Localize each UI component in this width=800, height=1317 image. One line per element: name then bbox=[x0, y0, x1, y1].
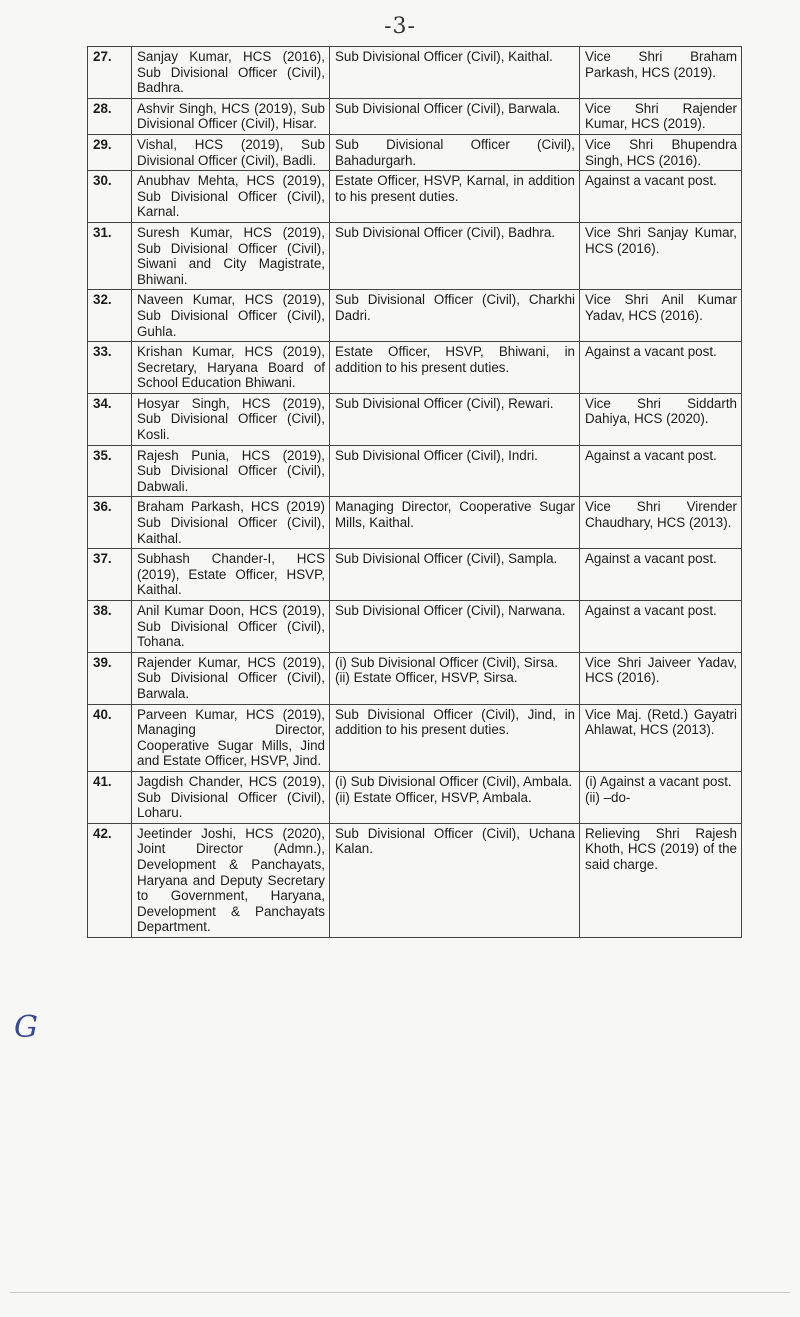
page-number: -3- bbox=[384, 14, 416, 39]
vice-line: Vice Shri Rajender Kumar, HCS (2019). bbox=[585, 100, 737, 132]
serial-number-cell: 40. bbox=[88, 704, 132, 771]
new-posting-cell bbox=[330, 445, 580, 497]
table-row bbox=[88, 47, 742, 99]
new-posting-cell bbox=[330, 704, 580, 771]
posting-line: Sub Divisional Officer (Civil), Badhra. bbox=[335, 224, 556, 240]
serial-number-cell: 28. bbox=[88, 98, 132, 134]
vice-line: Against a vacant post. bbox=[585, 173, 717, 189]
vice-remarks-cell bbox=[580, 445, 742, 497]
new-posting-cell bbox=[330, 497, 580, 549]
table-row bbox=[88, 393, 742, 445]
table-row bbox=[88, 290, 742, 342]
new-posting-cell bbox=[330, 171, 580, 223]
serial-number-cell: 42. bbox=[88, 823, 132, 937]
vice-remarks-cell bbox=[580, 823, 742, 937]
serial-number-cell: 37. bbox=[88, 549, 132, 601]
posting-line: Estate Officer, HSVP, Bhiwani, in addition to his present duties. bbox=[335, 344, 575, 375]
page-bottom-divider bbox=[10, 1292, 790, 1293]
officer-name-cell: Vishal, HCS (2019), Sub Divisional Officer (Civil), Badli. bbox=[132, 134, 330, 170]
vice-remarks-cell bbox=[580, 771, 742, 823]
new-posting-cell bbox=[330, 342, 580, 394]
posting-line: Sub Divisional Officer (Civil), Narwana. bbox=[335, 603, 566, 618]
officer-name-cell: Suresh Kumar, HCS (2019), Sub Divisional Officer (Civil), Siwani and City Magistrate, Bhiwani. bbox=[132, 222, 330, 289]
serial-number-cell: 38. bbox=[88, 601, 132, 653]
posting-line: Sub Divisional Officer (Civil), Bahadurgarh. bbox=[335, 136, 575, 168]
serial-number-cell: 33. bbox=[88, 342, 132, 394]
vice-remarks-cell bbox=[580, 47, 742, 99]
officer-name-cell: Naveen Kumar, HCS (2019), Sub Divisional Officer (Civil), Guhla. bbox=[132, 290, 330, 342]
vice-line: Against a vacant post. bbox=[585, 344, 717, 360]
serial-number-cell: 30. bbox=[88, 171, 132, 223]
vice-remarks-cell bbox=[580, 98, 742, 134]
serial-number-cell: 27. bbox=[88, 47, 132, 99]
vice-line: Vice Shri Bhupendra Singh, HCS (2016). bbox=[585, 136, 737, 168]
new-posting-cell bbox=[330, 601, 580, 653]
officer-name-cell: Parveen Kumar, HCS (2019), Managing Director, Cooperative Sugar Mills, Jind and Estate Officer, HSVP, Jind. bbox=[132, 704, 330, 771]
officer-name-cell: Ashvir Singh, HCS (2019), Sub Divisional Officer (Civil), Hisar. bbox=[132, 98, 330, 134]
new-posting-cell bbox=[330, 549, 580, 601]
vice-line: (ii) –do- bbox=[585, 789, 631, 805]
vice-line: Vice Shri Braham Parkash, HCS (2019). bbox=[585, 49, 737, 80]
vice-remarks-cell bbox=[580, 134, 742, 170]
table-row bbox=[88, 601, 742, 653]
vice-line: (i) Against a vacant post. bbox=[585, 773, 732, 789]
officer-name-cell: Sanjay Kumar, HCS (2016), Sub Divisional Officer (Civil), Badhra. bbox=[132, 47, 330, 99]
table-row bbox=[88, 549, 742, 601]
posting-line: Sub Divisional Officer (Civil), Jind, in addition to his present duties. bbox=[335, 706, 575, 738]
officer-name-cell: Anubhav Mehta, HCS (2019), Sub Divisional Officer (Civil), Karnal. bbox=[132, 171, 330, 223]
new-posting-cell bbox=[330, 393, 580, 445]
vice-remarks-cell bbox=[580, 652, 742, 704]
transfer-orders-table bbox=[87, 46, 742, 938]
serial-number-cell: 36. bbox=[88, 497, 132, 549]
posting-line: Sub Divisional Officer (Civil), Sampla. bbox=[335, 551, 558, 567]
posting-line: Estate Officer, HSVP, Karnal, in addition to his present duties. bbox=[335, 173, 575, 204]
vice-line: Vice Shri Jaiveer Yadav, HCS (2016). bbox=[585, 654, 737, 686]
vice-remarks-cell bbox=[580, 601, 742, 653]
serial-number-cell: 29. bbox=[88, 134, 132, 170]
new-posting-cell bbox=[330, 290, 580, 342]
table-row bbox=[88, 342, 742, 394]
officer-name-cell: Krishan Kumar, HCS (2019), Secretary, Haryana Board of School Education Bhiwani. bbox=[132, 342, 330, 394]
vice-line: Vice Shri Anil Kumar Yadav, HCS (2016). bbox=[585, 292, 737, 323]
posting-line: (ii) Estate Officer, HSVP, Sirsa. bbox=[335, 670, 518, 686]
posting-line: Sub Divisional Officer (Civil), Rewari. bbox=[335, 395, 554, 411]
vice-line: Vice Shri Siddarth Dahiya, HCS (2020). bbox=[585, 395, 737, 427]
officer-name-cell: Hosyar Singh, HCS (2019), Sub Divisional Officer (Civil), Kosli. bbox=[132, 393, 330, 445]
officer-name-cell: Jagdish Chander, HCS (2019), Sub Divisional Officer (Civil), Loharu. bbox=[132, 771, 330, 823]
table-row bbox=[88, 704, 742, 771]
posting-line: Sub Divisional Officer (Civil), Kaithal. bbox=[335, 49, 553, 64]
new-posting-cell bbox=[330, 47, 580, 99]
officer-name-cell: Braham Parkash, HCS (2019) Sub Divisional Officer (Civil), Kaithal. bbox=[132, 497, 330, 549]
vice-line: Vice Maj. (Retd.) Gayatri Ahlawat, HCS (2013). bbox=[585, 706, 737, 738]
vice-remarks-cell bbox=[580, 342, 742, 394]
posting-line: Sub Divisional Officer (Civil), Indri. bbox=[335, 447, 538, 463]
posting-line: (i) Sub Divisional Officer (Civil), Ambala. bbox=[335, 773, 573, 789]
vice-line: Vice Shri Virender Chaudhary, HCS (2013). bbox=[585, 499, 737, 531]
table-body bbox=[88, 47, 742, 938]
new-posting-cell bbox=[330, 823, 580, 937]
vice-line: Vice Shri Sanjay Kumar, HCS (2016). bbox=[585, 224, 737, 256]
new-posting-cell bbox=[330, 134, 580, 170]
serial-number-cell: 31. bbox=[88, 222, 132, 289]
table-row bbox=[88, 652, 742, 704]
table-row bbox=[88, 222, 742, 289]
vice-remarks-cell bbox=[580, 171, 742, 223]
vice-line: Relieving Shri Rajesh Khoth, HCS (2019) of the said charge. bbox=[585, 825, 737, 872]
posting-line: Sub Divisional Officer (Civil), Charkhi Dadri. bbox=[335, 292, 575, 323]
vice-remarks-cell bbox=[580, 393, 742, 445]
vice-remarks-cell bbox=[580, 549, 742, 601]
vice-line: Against a vacant post. bbox=[585, 603, 717, 618]
table-row bbox=[88, 497, 742, 549]
officer-name-cell: Rajender Kumar, HCS (2019), Sub Divisional Officer (Civil), Barwala. bbox=[132, 652, 330, 704]
new-posting-cell bbox=[330, 771, 580, 823]
officer-name-cell: Subhash Chander-I, HCS (2019), Estate Officer, HSVP, Kaithal. bbox=[132, 549, 330, 601]
serial-number-cell: 41. bbox=[88, 771, 132, 823]
vice-line: Against a vacant post. bbox=[585, 447, 717, 463]
table-row bbox=[88, 445, 742, 497]
posting-line: Sub Divisional Officer (Civil), Barwala. bbox=[335, 100, 561, 116]
table-row bbox=[88, 134, 742, 170]
posting-line: Sub Divisional Officer (Civil), Uchana Kalan. bbox=[335, 825, 575, 857]
new-posting-cell bbox=[330, 222, 580, 289]
serial-number-cell: 32. bbox=[88, 290, 132, 342]
serial-number-cell: 39. bbox=[88, 652, 132, 704]
vice-remarks-cell bbox=[580, 222, 742, 289]
vice-remarks-cell bbox=[580, 290, 742, 342]
table-row bbox=[88, 171, 742, 223]
table-row bbox=[88, 823, 742, 937]
table-row bbox=[88, 771, 742, 823]
officer-name-cell: Anil Kumar Doon, HCS (2019), Sub Divisional Officer (Civil), Tohana. bbox=[132, 601, 330, 653]
posting-line: Managing Director, Cooperative Sugar Mills, Kaithal. bbox=[335, 499, 575, 531]
handwritten-margin-mark: G bbox=[14, 1010, 38, 1045]
new-posting-cell bbox=[330, 98, 580, 134]
table-row bbox=[88, 98, 742, 134]
serial-number-cell: 35. bbox=[88, 445, 132, 497]
posting-line: (ii) Estate Officer, HSVP, Ambala. bbox=[335, 789, 532, 805]
new-posting-cell bbox=[330, 652, 580, 704]
vice-remarks-cell bbox=[580, 497, 742, 549]
officer-name-cell: Rajesh Punia, HCS (2019), Sub Divisional Officer (Civil), Dabwali. bbox=[132, 445, 330, 497]
officer-name-cell: Jeetinder Joshi, HCS (2020), Joint Director (Admn.), Development & Panchayats, Haryana and Deputy Secretary to Government, Haryana, Development & Panchayats Department. bbox=[132, 823, 330, 937]
vice-remarks-cell bbox=[580, 704, 742, 771]
serial-number-cell: 34. bbox=[88, 393, 132, 445]
posting-line: (i) Sub Divisional Officer (Civil), Sirsa. bbox=[335, 654, 558, 670]
vice-line: Against a vacant post. bbox=[585, 551, 717, 567]
